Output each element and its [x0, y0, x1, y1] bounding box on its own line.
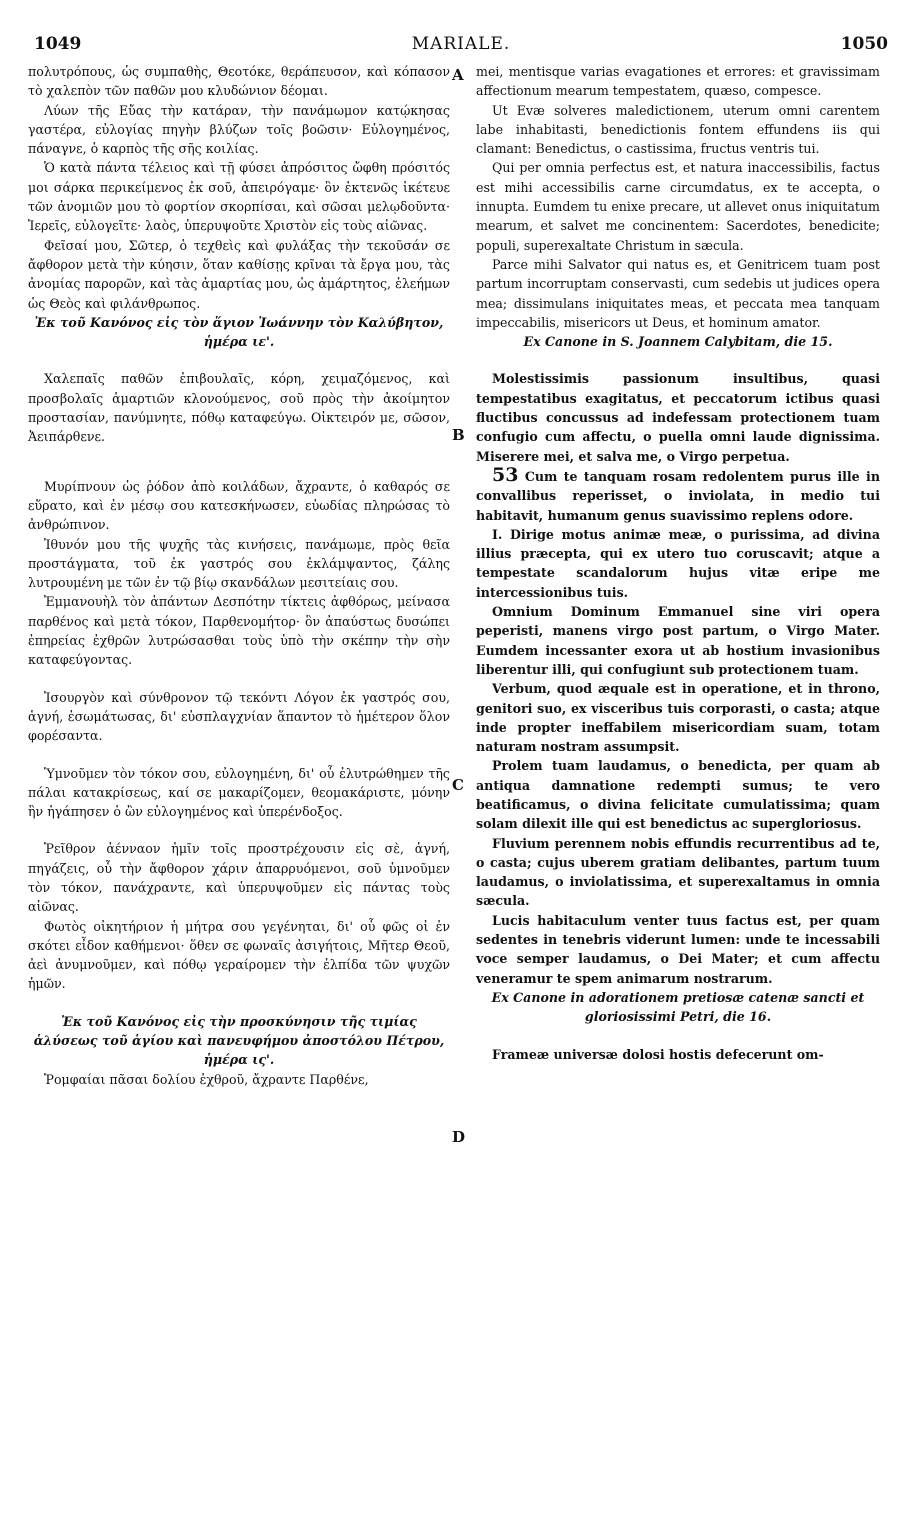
paragraph-mark: I.: [492, 526, 503, 542]
latin-paragraph: Verbum, quod æquale est in operatione, et in throno, genitori suo, ex visceribus tuis corporasti, o casta; atque inde propter ineffabilem misericordiam suam, totam naturam nostram assumpsit.: [476, 681, 880, 755]
page-number-right: 1050: [840, 34, 888, 54]
greek-paragraph: Ἰσουργὸν καὶ σύνθρονον τῷ τεκόντι Λόγον ἐκ γαστρός σου, ἁγνή, ἐσωμάτωσας, δι' εὐσπλαγχνίαν ἅπαντον τὸ ἡμέτερον ὅλον φορέσαντα.: [28, 689, 450, 744]
latin-paragraph-text: Cum te tanquam rosam redolentem purus ille in convallibus reperisset, o inviolata, in medio tui habitavit, humanum genus suavissimo replens odore.: [476, 468, 880, 523]
latin-paragraph: Ut Evæ solveres maledictionem, uterum omni carentem labe inhabitasti, benedictionis fontem effundens iis qui clamant: Benedictus, o castissima, fructus ventris tui.: [476, 102, 880, 157]
latin-paragraph: Omnium Dominum Emmanuel sine viri opera peperisti, manens virgo post partum, o Virgo Mater. Eumdem incessanter exora ut ab hostium invasionibus liberentur illi, qui confugiunt sub protectionem tuam.: [476, 604, 880, 677]
margin-letter-d: D: [452, 1128, 466, 1146]
greek-paragraph: Ὁ κατὰ πάντα τέλειος καὶ τῇ φύσει ἀπρόσιτος ὤφθη πρόσιτός μοι σάρκα περικείμενος ἐκ σοῦ, ἀπειρόγαμε· ὃν ἐκτενῶς ἱκέτευε τῶν ἀνομιῶν μου τὸ φορτίον σκορπίσαι, καὶ σῶσαι μελῳδοῦντα· Ἱερεῖς, εὐλογεῖτε· λαὸς, ὑπερυψοῦτε Χριστὸν εἰς τοὺς αἰῶνας.: [28, 160, 450, 234]
greek-paragraph: Λύων τῆς Εὔας τὴν κατάραν, τὴν πανάμωμον κατῴκησας γαστέρα, εὐλογίας πηγὴν βλύζων τοῖς βοῶσιν· Εὐλογημένος, πάναγνε, ὁ καρπὸς τῆς σῆς κοιλίας.: [28, 102, 450, 157]
page-header: [34, 34, 888, 60]
latin-section-heading: Ex Canone in adorationem pretiosæ catenæ sancti et gloriosissimi Petri, die 16.: [491, 989, 865, 1025]
latin-section-heading: Ex Canone in S. Joannem Calybitam, die 15.: [523, 334, 833, 350]
greek-paragraph: Μυρίπνουν ὡς ῥόδον ἀπὸ κοιλάδων, ἄχραντε, ὁ καθαρός σε εὕρατο, καὶ ἐν μέσῳ σου κατεσκήνωσεν, εὐωδίας πληρώσας τὸ ἀνθρώπινον.: [28, 478, 450, 533]
latin-paragraph: Prolem tuam laudamus, o benedicta, per quam ab antiqua damnatione redempti sumus; te vero beatificamus, o divina felicitate cumulatissima; quam solam dilexit ille qui est benedictus ac supergloriosus.: [476, 758, 880, 832]
latin-paragraph: Qui per omnia perfectus est, et natura inaccessibilis, factus est mihi accessibilis carne circumdatus, ex te accepta, o innupta. Eumdem tu enixe precare, ut allevet onus iniquitatum mearum, et salvet me concinentem: Sacerdotes, benedicite; populi, superexaltate Christum in sæcula.: [476, 160, 880, 253]
margin-letter-a: A: [452, 66, 464, 84]
greek-paragraph: Ῥεῖθρον ἀένναον ἡμῖν τοῖς προστρέχουσιν εἰς σὲ, ἁγνή, πηγάζεις, οὗ τὴν ἄφθορον χάριν ἀπαρρυόμενοι, σοῦ ὑμνοῦμεν τὸν τόκον, πανάχραντε, καὶ ὑπερυψοῦμεν εἰς πάντας τοὺς αἰῶνας.: [28, 841, 450, 915]
greek-paragraph: Χαλεπαῖς παθῶν ἐπιβουλαῖς, κόρη, χειμαζόμενος, καὶ προσβολαῖς ἁμαρτιῶν κλονούμενος, σοῦ πρὸς τὴν ἀκοίμητον προστασίαν, πανύμνητε, πόθῳ καταφεύγω. Οἰκτειρόν με, σῶσον, Ἀειπάρθενε.: [28, 371, 450, 445]
latin-paragraph: Molestissimis passionum insultibus, quasi tempestatibus exagitatus, et peccatorum ictibus quasi fluctibus concussus ad indefessam protectionem tuam confugio cum affectu, o puella omni laude dignissima. Miserere mei, et salva me, o Virgo perpetua.: [476, 371, 880, 464]
latin-column: [476, 62, 880, 1064]
page-number-left: 1049: [34, 34, 82, 54]
running-title: MARIALE.: [411, 34, 511, 54]
greek-column: [28, 62, 450, 1089]
latin-paragraph: mei, mentisque varias evagationes et errores: et gravissimam affectionum mearum tempestatem, quæso, compesce.: [476, 64, 880, 99]
latin-paragraph: Lucis habitaculum venter tuus factus est, per quam sedentes in tenebris viderunt lumen: unde te incessabili voce semper laudamus, o Dei Mater; et cum affectu veneramur te spem animarum nostrarum.: [476, 912, 880, 986]
greek-paragraph: Φωτὸς οἰκητήριον ἡ μήτρα σου γεγένηται, δι' οὗ φῶς οἱ ἐν σκότει εἶδον καθήμενοι· ὅθεν σε φωναῖς ἀσιγήτοις, Μῆτερ Θεοῦ, ἀεὶ ἀνυμνοῦμεν, καὶ πόθῳ γεραίρομεν τὴν ἐλπίδα τῶν ψυχῶν ἡμῶν.: [28, 918, 450, 992]
latin-paragraph: Frameæ universæ dolosi hostis defecerunt om-: [492, 1046, 824, 1062]
latin-paragraph: [476, 525, 880, 602]
latin-paragraph-text: Dirige motus animæ meæ, o purissima, ad divina illius præcepta, qui ex utero tuo coruscavit; atque a tempestate scandalorum hujus vitæ eripe me intercessionibus tuis.: [476, 526, 880, 600]
column-number: 53: [492, 463, 519, 486]
greek-section-heading: Ἐκ τοῦ Κανόνος εἰς τὸν ἅγιον Ἰωάννην τὸν Καλύβητον, ἡμέρα ιε'.: [34, 314, 444, 350]
greek-paragraph: Ἰθυνόν μου τῆς ψυχῆς τὰς κινήσεις, πανάμωμε, πρὸς θεῖα προστάγματα, τοῦ ἐκ γαστρός σου ἐκλάμψαντος, ζάλης λυτρουμένη με τῶν ἐν τῷ βίῳ σκανδάλων μεσιτείαις σου.: [28, 536, 450, 591]
greek-paragraph: Ὑμνοῦμεν τὸν τόκον σου, εὐλογημένη, δι' οὗ ἐλυτρώθημεν τῆς πάλαι κατακρίσεως, καί σε μακαρίζομεν, θεομακάριστε, μόνην ἣν ἠγάπησεν ὁ ὢν εὐλογημένος καὶ ὑπερένδοξος.: [28, 765, 450, 820]
latin-paragraph-53: [476, 463, 880, 525]
latin-paragraph: Fluvium perennem nobis effundis recurrentibus ad te, o casta; cujus uberem gratiam delibantes, partum tuum laudamus, o inviolatissima, et superexaltamus in omnia sæcula.: [476, 835, 880, 909]
latin-paragraph: Parce mihi Salvator qui natus es, et Genitricem tuam post partum incorruptam conservasti, cum sedebis ut judices opera mea; dissimulans iniquitates meas, et peccata mea tanquam impeccabilis, misericors ut Deus, et hominum amator.: [476, 256, 880, 330]
greek-paragraph: Φεῖσαί μου, Σῶτερ, ὁ τεχθεὶς καὶ φυλάξας τὴν τεκοῦσάν σε ἄφθορον μετὰ τὴν κύησιν, ὅταν καθίσῃς κρῖναι τὰ ἔργα μου, τὰς ἀνομίας παρορῶν, καὶ τὰς ἁμαρτίας μου, ὡς ἀμάρτητος, ἐλεήμων ὡς Θεὸς καὶ φιλάνθρωπος.: [28, 237, 450, 311]
greek-paragraph: Ῥομφαίαι πᾶσαι δολίου ἐχθροῦ, ἄχραντε Παρθένε,: [44, 1071, 369, 1087]
margin-letter-c: C: [452, 776, 464, 794]
margin-letter-b: B: [452, 426, 465, 444]
greek-paragraph: πολυτρόπους, ὡς συμπαθὴς, Θεοτόκε, θεράπευσον, καὶ κόπασον τὸ χαλεπὸν τῶν παθῶν μου κλυδώνιον δέομαι.: [28, 64, 450, 99]
greek-section-heading: Ἐκ τοῦ Κανόνος εἰς τὴν προσκύνησιν τῆς τιμίας ἁλύσεως τοῦ ἁγίου καὶ πανευφήμου ἀποστόλου Πέτρου, ἡμέρα ις'.: [33, 1013, 445, 1068]
greek-paragraph: Ἐμμανουὴλ τὸν ἁπάντων Δεσπότην τίκτεις ἀφθόρως, μείνασα παρθένος καὶ μετὰ τόκον, Παρθενομήτορ· ὃν ἀπαύστως δυσώπει ἐπηρείας ἐχθρῶν λυτρώσασθαι τοὺς ὑπὸ τὴν σκέπην τὴν σὴν καταφεύγοντας.: [28, 594, 450, 668]
